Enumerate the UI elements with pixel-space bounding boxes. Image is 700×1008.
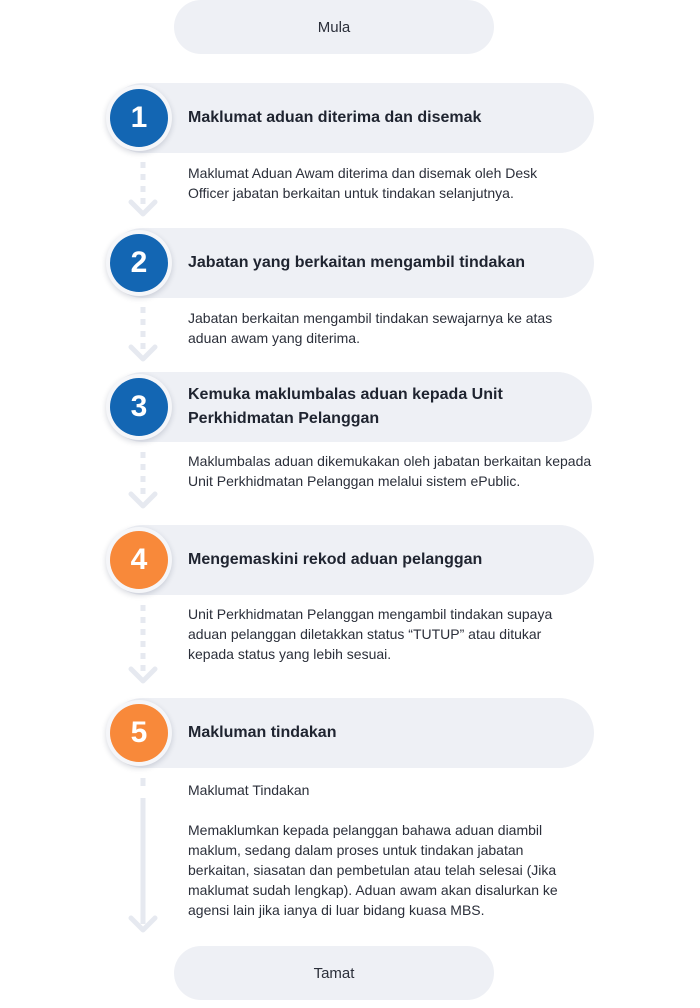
step-4-description-text: Unit Perkhidmatan Pelanggan mengambil tindakan supaya aduan pelanggan diletakkan status “TUTUP” atau ditukar kepada status yang lebih sesuai. <box>188 606 553 662</box>
start-label: Mula <box>317 18 351 36</box>
step-2-description <box>188 308 588 348</box>
arrow-down-icon <box>128 450 158 512</box>
step-3 <box>108 372 592 442</box>
arrow-down-icon <box>128 305 158 365</box>
step-5-title: Makluman tindakan <box>188 724 337 741</box>
step-2-title: Jabatan yang berkaitan mengambil tindakan <box>188 254 525 271</box>
arrow-down-icon <box>128 603 158 687</box>
step-4 <box>108 525 594 595</box>
arrow-down-icon <box>128 160 158 220</box>
step-5-number: 5 <box>110 704 168 762</box>
step-3-description-text: Maklumbalas aduan dikemukakan oleh jabatan berkaitan kepada Unit Perkhidmatan Pelanggan melalui sistem ePublic. <box>188 453 592 489</box>
step-1-description-text: Maklumat Aduan Awam diterima dan disemak oleh Desk Officer jabatan berkaitan untuk tindakan selanjutnya. <box>188 165 538 201</box>
step-2-description-text: Jabatan berkaitan mengambil tindakan sewajarnya ke atas aduan awam yang diterima. <box>188 310 553 346</box>
step-4-title: Mengemaskini rekod aduan pelanggan <box>188 551 483 568</box>
step-2-number: 2 <box>110 234 168 292</box>
arrow-down-icon <box>128 776 158 936</box>
step-1 <box>108 83 594 153</box>
step-5-description <box>188 780 588 920</box>
step-5-badge <box>106 700 172 766</box>
step-3-title: Kemuka maklumbalas aduan kepada Unit Perkhidmatan Pelanggan <box>188 386 503 427</box>
step-1-description <box>188 163 568 203</box>
step-3-badge <box>106 374 172 440</box>
step-5-description-text: Memaklumkan kepada pelanggan bahawa aduan diambil maklum, sedang dalam proses untuk tindakan jabatan berkaitan, siasatan dan pembetulan atau telah selesai (Jika maklumat sudah lengkap). Aduan awam akan disalurkan ke agensi lain jika ianya di luar bidang kuasa MBS. <box>188 822 558 918</box>
step-3-number: 3 <box>110 378 168 436</box>
step-2 <box>108 228 594 298</box>
end-node <box>174 946 494 1000</box>
step-1-title: Maklumat aduan diterima dan disemak <box>188 109 482 126</box>
step-1-number: 1 <box>110 89 168 147</box>
step-4-number: 4 <box>110 531 168 589</box>
start-node <box>174 0 494 54</box>
step-2-badge <box>106 230 172 296</box>
step-1-badge <box>106 85 172 151</box>
end-label: Tamat <box>313 964 355 982</box>
step-5-subtitle: Maklumat Tindakan <box>188 782 310 798</box>
step-4-badge <box>106 527 172 593</box>
step-3-description <box>188 451 598 491</box>
step-4-description <box>188 604 588 664</box>
step-5 <box>108 698 594 768</box>
